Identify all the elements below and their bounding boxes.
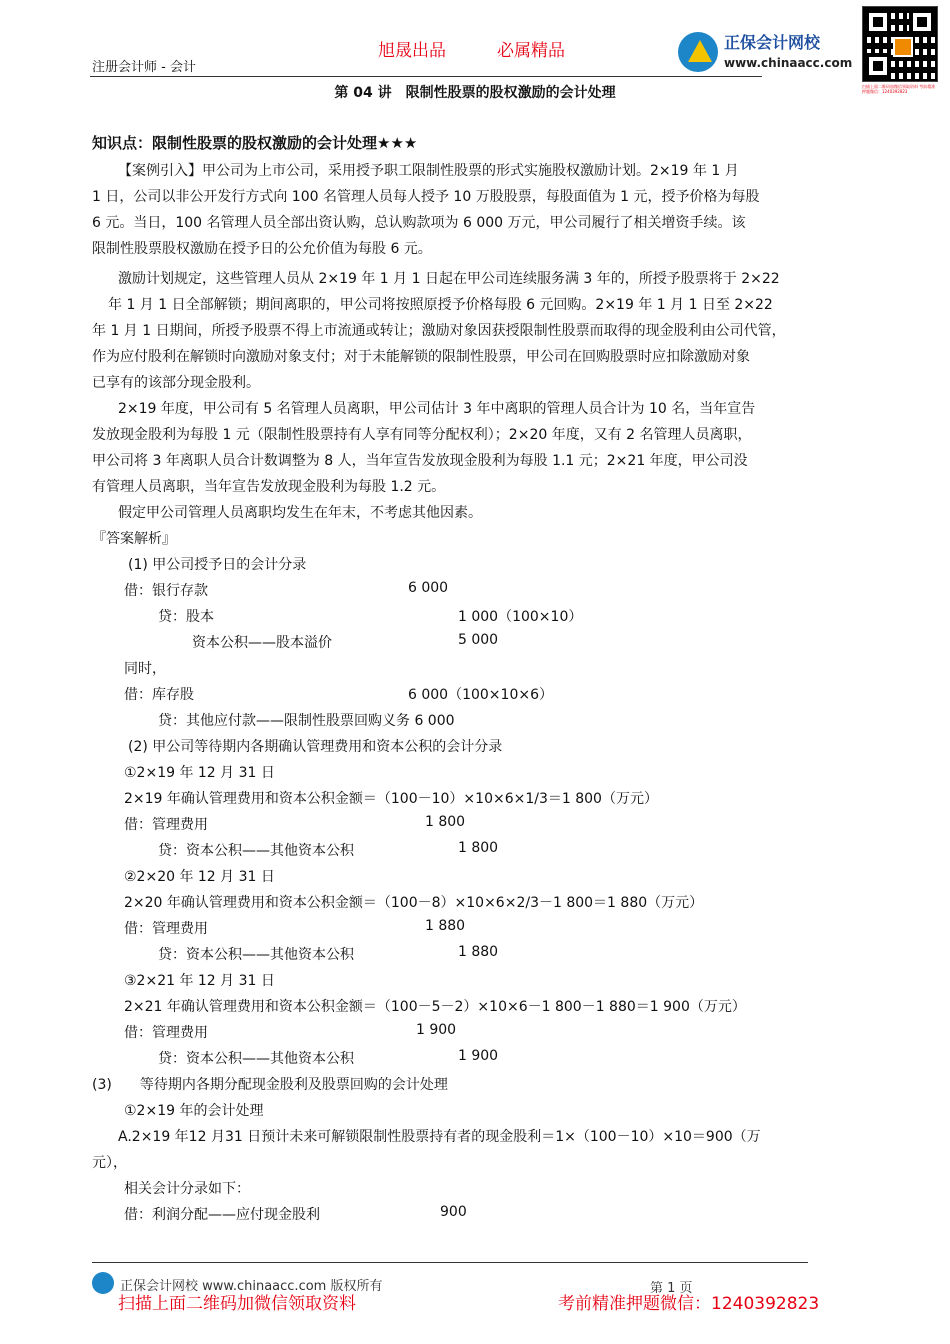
text-line: 相关会计分录如下： [124,1181,250,1197]
brand-logo [678,28,858,76]
text-line: 1 880 [425,918,466,934]
page-title: 第 04 讲 限制性股票的股权激励的会计处理 [334,85,616,101]
text-line: ②2×20 年 12 月 31 日 [124,869,275,885]
logo-icon [678,32,718,72]
text-line: 1 800 [458,840,499,856]
text-line: 已享有的该部分现金股利。 [92,375,260,391]
text-line: 借：库存股 [124,687,194,703]
text-line: 借：管理费用 [124,921,208,937]
logo-url: www.chinaacc.com [724,56,853,70]
text-line: ③2×21 年 12 月 31 日 [124,973,275,989]
footer-promo-right: 考前精准押题微信：1240392823 [558,1294,820,1314]
text-line: 年 1 月 1 日全部解锁；期间离职的，甲公司将按照原授予价格每股 6 元回购。2×19 年 1 月 1 日至 2×22 [108,297,773,313]
text-line: 贷：资本公积——其他资本公积 [158,1051,354,1067]
page-number: 第 1 页 [650,1281,693,1296]
text-line: 1 000（100×10） [458,609,583,625]
text-line: 5 000 [458,632,499,648]
qr-caption: 扫描上面二维码加微信领取资料 考前精准押题微信：1240392823 [862,84,936,94]
text-line: 2×19 年度，甲公司有 5 名管理人员离职，甲公司估计 3 年中离职的管理人员合计为 10 名，当年宣告 [118,401,756,417]
text-line: 资本公积——股本溢价 [192,635,332,651]
text-line: 年 1 月 1 日期间，所授予股票不得上市流通或转让；激励对象因获授限制性股票而取得的现金股利由公司代管， [92,323,786,339]
header-course-label: 注册会计师 - 会计 [92,60,196,75]
text-line: 贷：资本公积——其他资本公积 [158,947,354,963]
text-line: 知识点：限制性股票的股权激励的会计处理★★★ [92,134,418,152]
qr-finder-icon [909,9,935,35]
footer-copyright: 正保会计网校 www.chinaacc.com 版权所有 [120,1279,383,1294]
text-line: 6 元。当日，100 名管理人员全部出资认购，总认购款项为 6 000 万元，甲公司履行了相关增资手续。该 [92,215,746,231]
text-line: 2×20 年确认管理费用和资本公积金额＝（100－8）×10×6×2/3－1 800＝1 880（万元） [124,895,704,911]
text-line: A.2×19 年12 月31 日预计未来可解锁限制性股票持有者的现金股利＝1×（100－10）×10＝900（万 [118,1129,761,1145]
header-slogan-2: 必属精品 [497,41,565,61]
header-divider [90,76,762,77]
qr-code-icon [862,6,938,82]
text-line: 元）， [92,1155,127,1171]
text-line: 2×19 年确认管理费用和资本公积金额＝（100－10）×10×6×1/3＝1 800（万元） [124,791,658,807]
text-line: ①2×19 年的会计处理 [124,1103,264,1119]
text-line: 6 000 [408,580,449,596]
text-line: 贷：股本 [158,609,214,625]
text-line: 作为应付股利在解锁时向激励对象支付；对于未能解锁的限制性股票，甲公司在回购股票时应扣除激励对象 [92,349,750,365]
text-line: 1 900 [416,1022,457,1038]
text-line: 有管理人员离职，当年宣告发放现金股利为每股 1.2 元。 [92,479,446,495]
footer-divider [92,1262,808,1263]
text-line: 甲公司将 3 年离职人员合计数调整为 8 人，当年宣告发放现金股利为每股 1.1 元；2×21 年度，甲公司没 [92,453,748,469]
text-line: 借：管理费用 [124,817,208,833]
text-line: (1) 甲公司授予日的会计分录 [128,557,307,573]
text-line: 限制性股票股权激励在授予日的公允价值为每股 6 元。 [92,241,432,257]
text-line: 6 000（100×10×6） [408,687,553,703]
text-line: (2) 甲公司等待期内各期确认管理费用和资本公积的会计分录 [128,739,503,755]
text-line: 【案例引入】甲公司为上市公司，采用授予职工限制性股票的形式实施股权激励计划。2×19 年 1 月 [118,163,739,179]
text-line: 借：利润分配——应付现金股利 [124,1207,320,1223]
text-line: 1 880 [458,944,499,960]
text-line: 2×21 年确认管理费用和资本公积金额＝（100－5－2）×10×6－1 800－1 880＝1 900（万元） [124,999,746,1015]
text-line: 贷：其他应付款——限制性股票回购义务 6 000 [158,713,455,729]
text-line: 借：管理费用 [124,1025,208,1041]
text-line: 激励计划规定，这些管理人员从 2×19 年 1 月 1 日起在甲公司连续服务满 3 年的，所授予股票将于 2×22 [118,271,780,287]
footer-promo-left: 扫描上面二维码加微信领取资料 [118,1294,356,1314]
text-line: 贷：资本公积——其他资本公积 [158,843,354,859]
text-line: 借：银行存款 [124,583,208,599]
text-line: 1 900 [458,1048,499,1064]
qr-finder-icon [865,9,891,35]
text-line: 900 [440,1204,467,1220]
text-line: ①2×19 年 12 月 31 日 [124,765,275,781]
qr-center-logo-icon [893,37,913,57]
text-line: 同时， [124,661,166,677]
text-line: 发放现金股利为每股 1 元（限制性股票持有人享有同等分配权利）；2×20 年度，又有 2 名管理人员离职， [92,427,752,443]
text-line: 1 800 [425,814,466,830]
text-line: 1 日，公司以非公开发行方式向 100 名管理人员每人授予 10 万股股票，每股面值为 1 元，授予价格为每股 [92,189,760,205]
header-slogan-1: 旭晟出品 [378,41,446,61]
footer-logo-icon [92,1272,114,1294]
text-line: 『答案解析』 [92,531,176,547]
text-line: (3) 等待期内各期分配现金股利及股票回购的会计处理 [92,1077,448,1093]
text-line: 假定甲公司管理人员离职均发生在年末，不考虑其他因素。 [118,505,482,521]
qr-finder-icon [865,53,891,79]
logo-name: 正保会计网校 [724,33,821,52]
